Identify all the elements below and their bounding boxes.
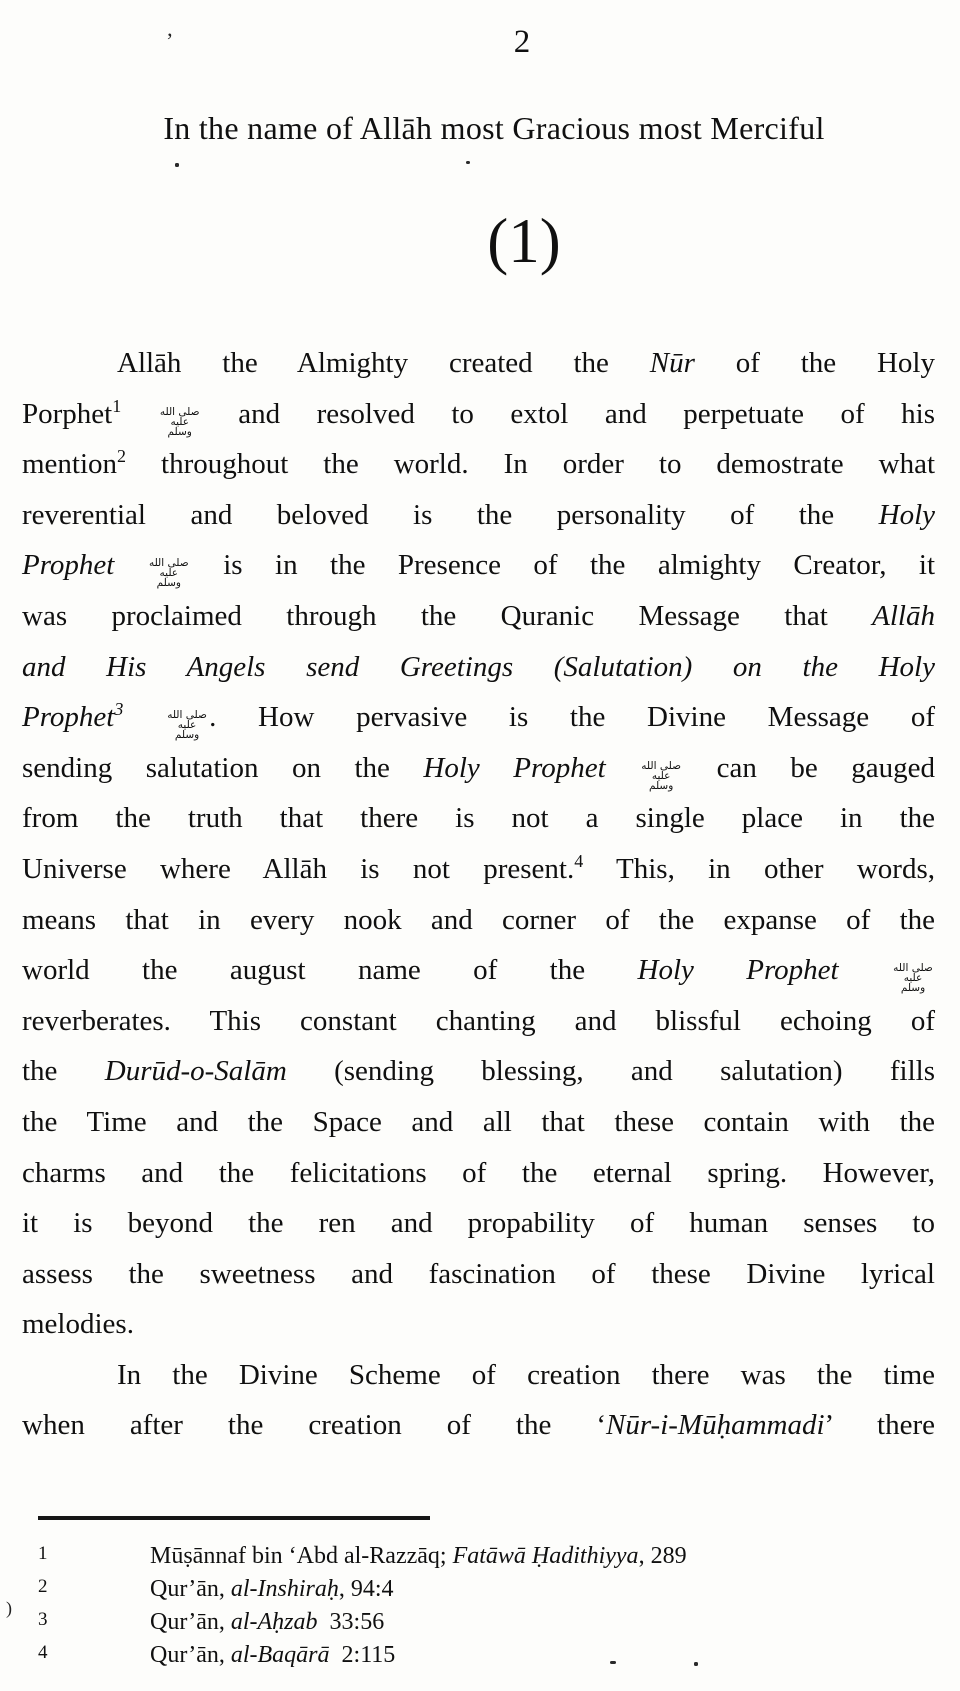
footnote-text: Qur’ān, al-Baqārā 2:115 (150, 1642, 396, 1668)
scan-speck (175, 163, 179, 167)
margin-mark: ) (6, 1598, 12, 1618)
body-line: Porphet$^1$ صلى الله عليه وسلم and resolved to extol and perpetuate of his (22, 395, 935, 438)
footnotes (22, 1540, 935, 1672)
salutation-calligraphy-icon: صلى الله عليه وسلم (893, 962, 933, 995)
body-line: melodies. (22, 1308, 134, 1341)
footnote-marker: 2 (38, 1576, 48, 1597)
footnote-text: Mūṣānnaf bin ‘Abd al-Razzāq; Fatāwā Ḥadithiyya, 289 (150, 1543, 687, 1569)
body-line: and His Angels send Greetings (Salutation) on the Holy (22, 650, 935, 683)
body-line: mention$^2$ throughout the world. In order to demostrate what (22, 446, 935, 481)
footnote-text: Qur’ān, al-Inshiraḥ, 94:4 (150, 1576, 394, 1602)
footnote-marker: 4 (38, 1642, 48, 1663)
footnote (22, 1540, 935, 1573)
body-line: Prophet صلى الله عليه وسلم is in the Presence of the almighty Creator, it (22, 549, 935, 590)
salutation-calligraphy-icon: صلى الله عليه وسلم (148, 557, 189, 590)
footnote (22, 1606, 935, 1639)
page-number: 2 (513, 24, 531, 60)
footnote-marker: 3 (38, 1609, 48, 1630)
body-line: assess the sweetness and fascination of these Divine lyrical (22, 1257, 935, 1290)
body-line: the Time and the Space and all that these contain with the (22, 1105, 935, 1138)
body-line: Allāh the Almighty created the Nūr of the Holy (117, 347, 935, 379)
body-line: charms and the felicitations of the eternal spring. However, (22, 1156, 935, 1189)
body-line: In the Divine Scheme of creation there was the time (117, 1358, 935, 1391)
scan-speck (694, 1662, 698, 1666)
body-line: from the truth that there is not a single place in the (22, 802, 935, 835)
scan-speck (610, 1661, 616, 1664)
scan-artifact-comma: ’ (166, 28, 174, 53)
section-heading: (1) (487, 206, 561, 276)
body-line: when after the creation of the ‘Nūr-i-Mūḥammadi’ there (22, 1409, 935, 1442)
body-line: world the august name of the Holy Prophet صلى الله عليه وسلم (22, 945, 935, 996)
footnote (22, 1573, 935, 1606)
body-line: reverential and beloved is the personality of the Holy (22, 498, 935, 531)
footnote-text: Qur’ān, al-Aḥzab 33:56 (150, 1609, 385, 1635)
body-line: Prophet$^3$ صلى الله عليه وسلم . How pervasive is the Divine Message of (22, 699, 935, 742)
body-line: the Durūd-o-Salām (sending blessing, and salutation) fills (22, 1055, 935, 1088)
body-line: reverberates. This constant chanting and blissful echoing of (22, 1004, 935, 1037)
footnote-separator (38, 1516, 430, 1520)
body-line: was proclaimed through the Quranic Message that Allāh (22, 599, 935, 632)
body-line: it is beyond the ren and propability of human senses to (22, 1207, 935, 1240)
body-line: Universe where Allāh is not present.$^4$ This, in other words, (22, 850, 935, 885)
salutation-calligraphy-icon: صلى الله عليه وسلم (159, 405, 200, 438)
body-line: means that in every nook and corner of the expanse of the (22, 903, 935, 936)
footnote (22, 1639, 935, 1672)
salutation-calligraphy-icon: صلى الله عليه وسلم (167, 709, 207, 742)
body-text (22, 338, 935, 1451)
footnote-marker: 1 (38, 1543, 48, 1564)
salutation-calligraphy-icon: صلى الله عليه وسلم (641, 759, 681, 792)
bismillah-line: In the name of Allāh most Gracious most Merciful (163, 110, 825, 146)
scan-speck (466, 161, 470, 164)
body-line: sending salutation on the Holy Prophet صلى الله عليه وسلم can be gauged (22, 751, 935, 792)
